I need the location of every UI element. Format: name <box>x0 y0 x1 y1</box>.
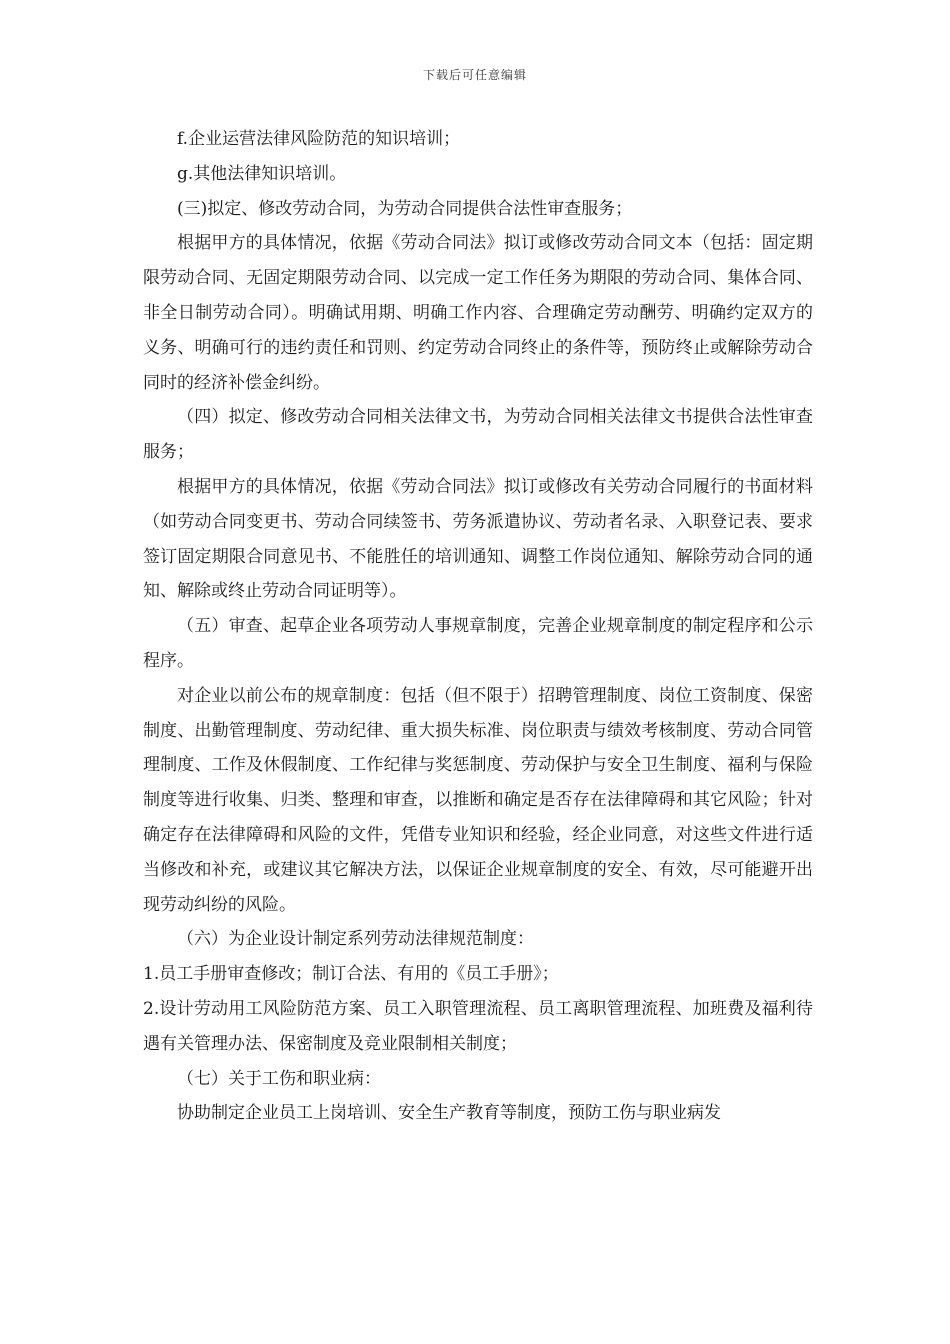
section-6-heading: （六）为企业设计制定系列劳动法律规范制度： <box>177 929 534 950</box>
section-6-item-1: 1.员工手册审查修改；制订合法、有用的《员工手册》； <box>143 964 559 985</box>
section-4-body: 根据甲方的具体情况，依据《劳动合同法》拟订或修改有关劳动合同履行的书面材料（如劳动合同变更书、劳动合同续签书、劳务派遣协议、劳动者名录、入职登记表、要求签订固定期限合同意见书、不能胜任的培训通知、调整工作岗位通知、解除劳动合同的通知、解除或终止劳动合同证明等）。 <box>143 476 813 602</box>
paragraph-f-training: f.企业运营法律风险防范的知识培训； <box>177 129 461 149</box>
section-7-heading: （七）关于工伤和职业病： <box>177 1068 381 1089</box>
document-body <box>143 122 813 1131</box>
section-6-item-2: 2.设计劳动用工风险防范方案、员工入职管理流程、员工离职管理流程、加班费及福利待遇有关管理办法、保密制度及竞业限制相关制度； <box>143 998 813 1054</box>
section-5-heading: （五）审查、起草企业各项劳动人事规章制度，完善企业规章制度的制定程序和公示程序。 <box>143 616 813 671</box>
header-watermark: 下载后可任意编辑 <box>422 68 527 82</box>
paragraph-g-training: g.其他法律知识培训。 <box>177 163 347 184</box>
section-5-body: 对企业以前公布的规章制度：包括（但不限于）招聘管理制度、岗位工资制度、保密制度、出勤管理制度、劳动纪律、重大损失标准、岗位职责与绩效考核制度、劳动合同管理制度、工作及休假制度、工作纪律与奖惩制度、劳动保护与安全卫生制度、福利与保险制度等进行收集、归类、整理和审查，以推断和确定是否存在法律障碍和其它风险；针对确定存在法律障碍和风险的文件，凭借专业知识和经验，经企业同意，对这些文件进行适当修改和补充，或建议其它解决方法，以保证企业规章制度的安全、有效，尽可能避开出现劳动纠纷的风险。 <box>143 685 813 915</box>
section-3-body: 根据甲方的具体情况，依据《劳动合同法》拟订或修改劳动合同文本（包括：固定期限劳动合同、无固定期限劳动合同、以完成一定工作任务为期限的劳动合同、集体合同、非全日制劳动合同）。明确试用期、明确工作内容、合理确定劳动酬劳、明确约定双方的义务、明确可行的违约责任和罚则、约定劳动合同终止的条件等，预防终止或解除劳动合同时的经济补偿金纠纷。 <box>143 233 813 393</box>
section-4-heading: （四）拟定、修改劳动合同相关法律文书，为劳动合同相关法律文书提供合法性审查服务； <box>143 407 813 463</box>
section-7-body: 协助制定企业员工上岗培训、安全生产教育等制度，预防工伤与职业病发 <box>177 1103 721 1124</box>
section-3-heading: (三)拟定、修改劳动合同，为劳动合同提供合法性审查服务； <box>177 198 633 219</box>
